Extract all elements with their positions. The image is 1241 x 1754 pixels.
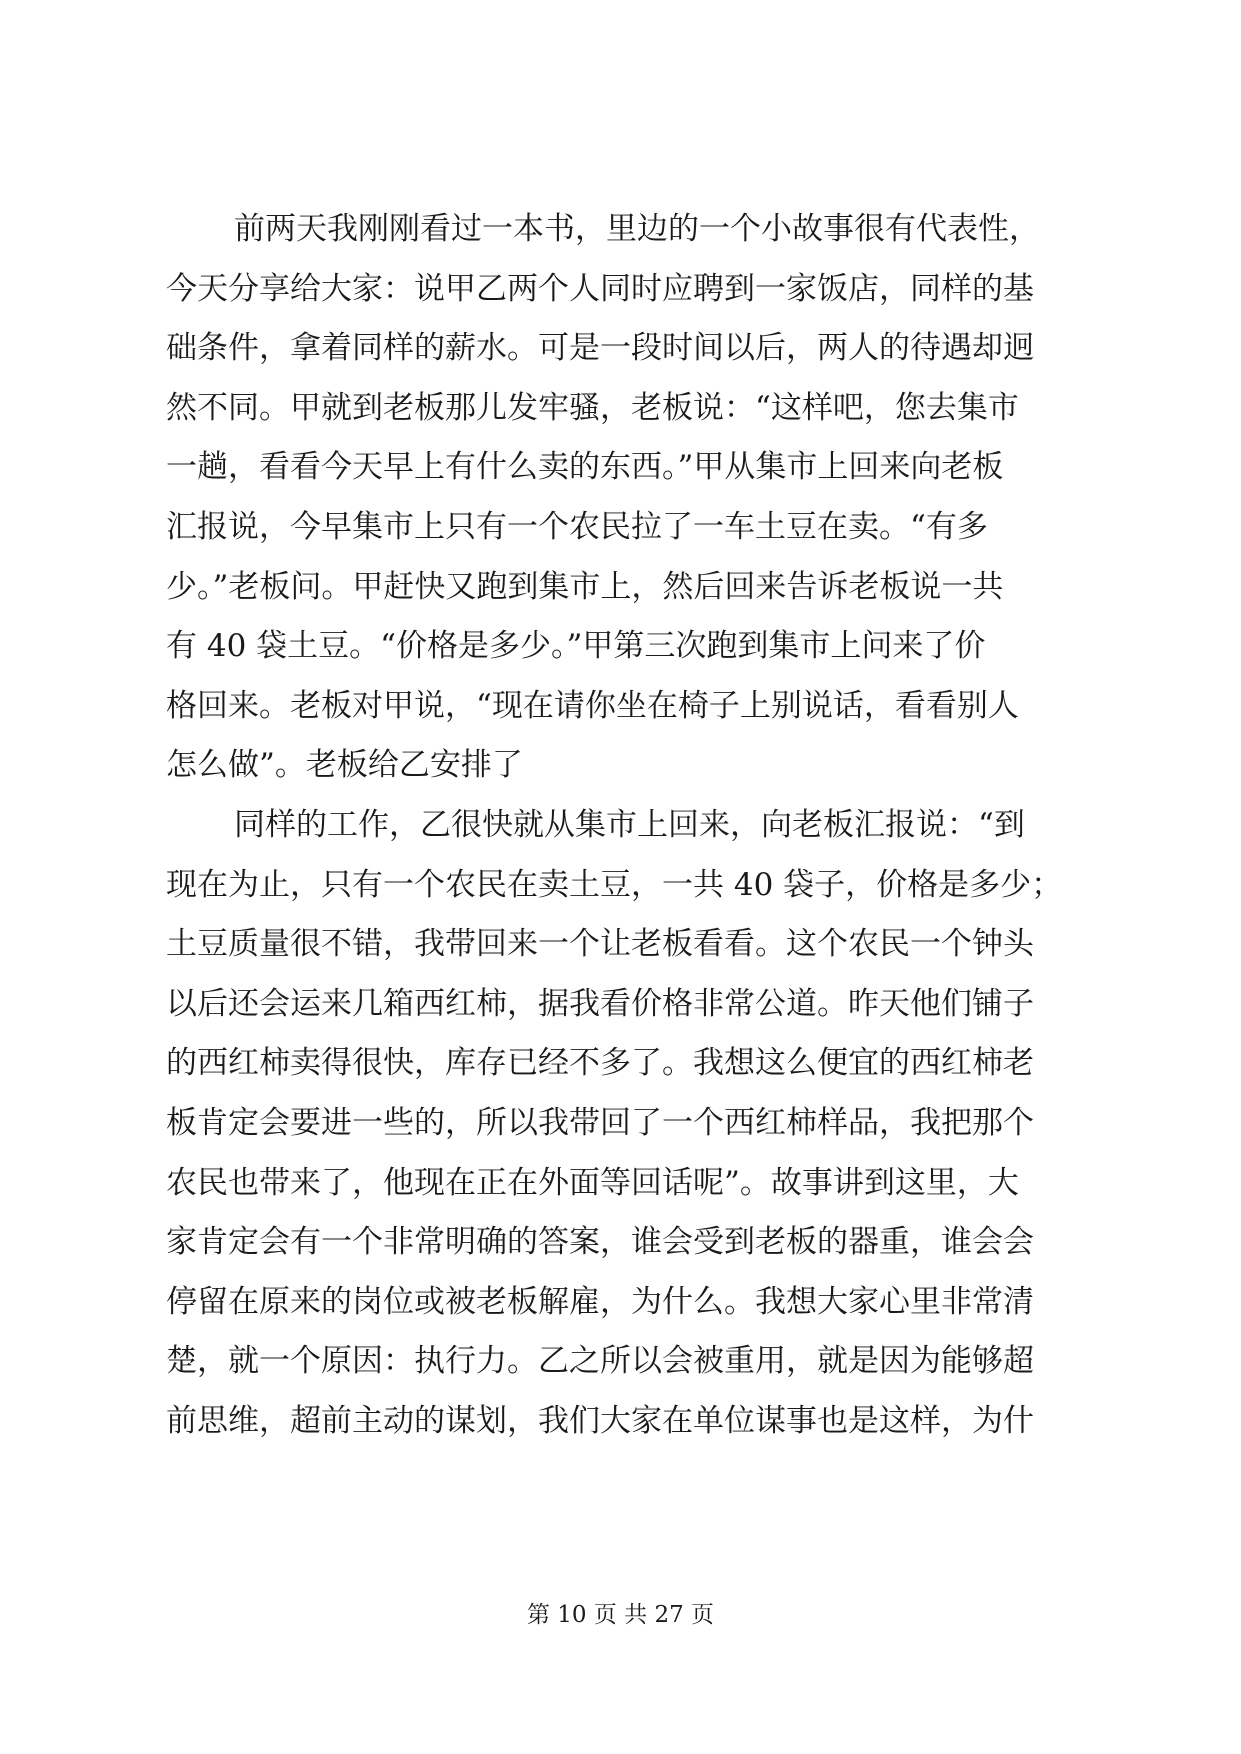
paragraph-1-line: 然不同。甲就到老板那儿发牢骚，老板说：“这样吧，您去集市 (166, 389, 1019, 426)
paragraph-1-line: 今天分享给大家：说甲乙两个人同时应聘到一家饭店，同样的基 (166, 270, 1034, 307)
paragraph-1-line: 汇报说，今早集市上只有一个农民拉了一车土豆在卖。“有多 (166, 508, 988, 545)
page-number-footer: 第 10 页 共 27 页 (526, 1602, 715, 1628)
paragraph-1-line: 格回来。老板对甲说，“现在请你坐在椅子上别说话，看看别人 (166, 687, 1019, 724)
paragraph-1-line: 有 40 袋土豆。“价格是多少。”甲第三次跑到集市上问来了价 (166, 628, 986, 665)
paragraph-2-line: 同样的工作，乙很快就从集市上回来，向老板汇报说：“到 (234, 806, 1025, 843)
paragraph-2-line: 楚，就一个原因：执行力。乙之所以会被重用，就是因为能够超 (166, 1343, 1034, 1380)
paragraph-1-line: 怎么做”。老板给乙安排了 (166, 747, 523, 784)
paragraph-2-line: 停留在原来的岗位或被老板解雇，为什么。我想大家心里非常清 (166, 1283, 1034, 1320)
paragraph-2-line: 板肯定会要进一些的，所以我带回了一个西红柿样品，我把那个 (166, 1104, 1034, 1141)
paragraph-2-line: 农民也带来了，他现在正在外面等回话呢”。故事讲到这里，大 (166, 1164, 1019, 1201)
paragraph-1-line: 一趟，看看今天早上有什么卖的东西。”甲从集市上回来向老板 (166, 449, 1004, 486)
body-text (166, 200, 1076, 1451)
paragraph-2-line: 的西红柿卖得很快，库存已经不多了。我想这么便宜的西红柿老 (166, 1045, 1034, 1082)
paragraph-2-line: 前思维，超前主动的谋划，我们大家在单位谋事也是这样，为什 (166, 1402, 1034, 1439)
paragraph-2-line: 以后还会运来几箱西红柿，据我看价格非常公道。昨天他们铺子 (166, 985, 1034, 1022)
paragraph-2-line: 土豆质量很不错，我带回来一个让老板看看。这个农民一个钟头 (166, 926, 1034, 963)
paragraph-2-line: 现在为止，只有一个农民在卖土豆，一共 40 袋子，价格是多少； (166, 866, 1063, 903)
paragraph-1-line: 少。”老板问。甲赶快又跑到集市上，然后回来告诉老板说一共 (166, 568, 1004, 605)
paragraph-1-line: 础条件，拿着同样的薪水。可是一段时间以后，两人的待遇却迥 (166, 330, 1034, 367)
paragraph-2-line: 家肯定会有一个非常明确的答案，谁会受到老板的器重，谁会会 (166, 1224, 1034, 1261)
paragraph-1-line: 前两天我刚刚看过一本书，里边的一个小故事很有代表性， (234, 211, 1040, 247)
